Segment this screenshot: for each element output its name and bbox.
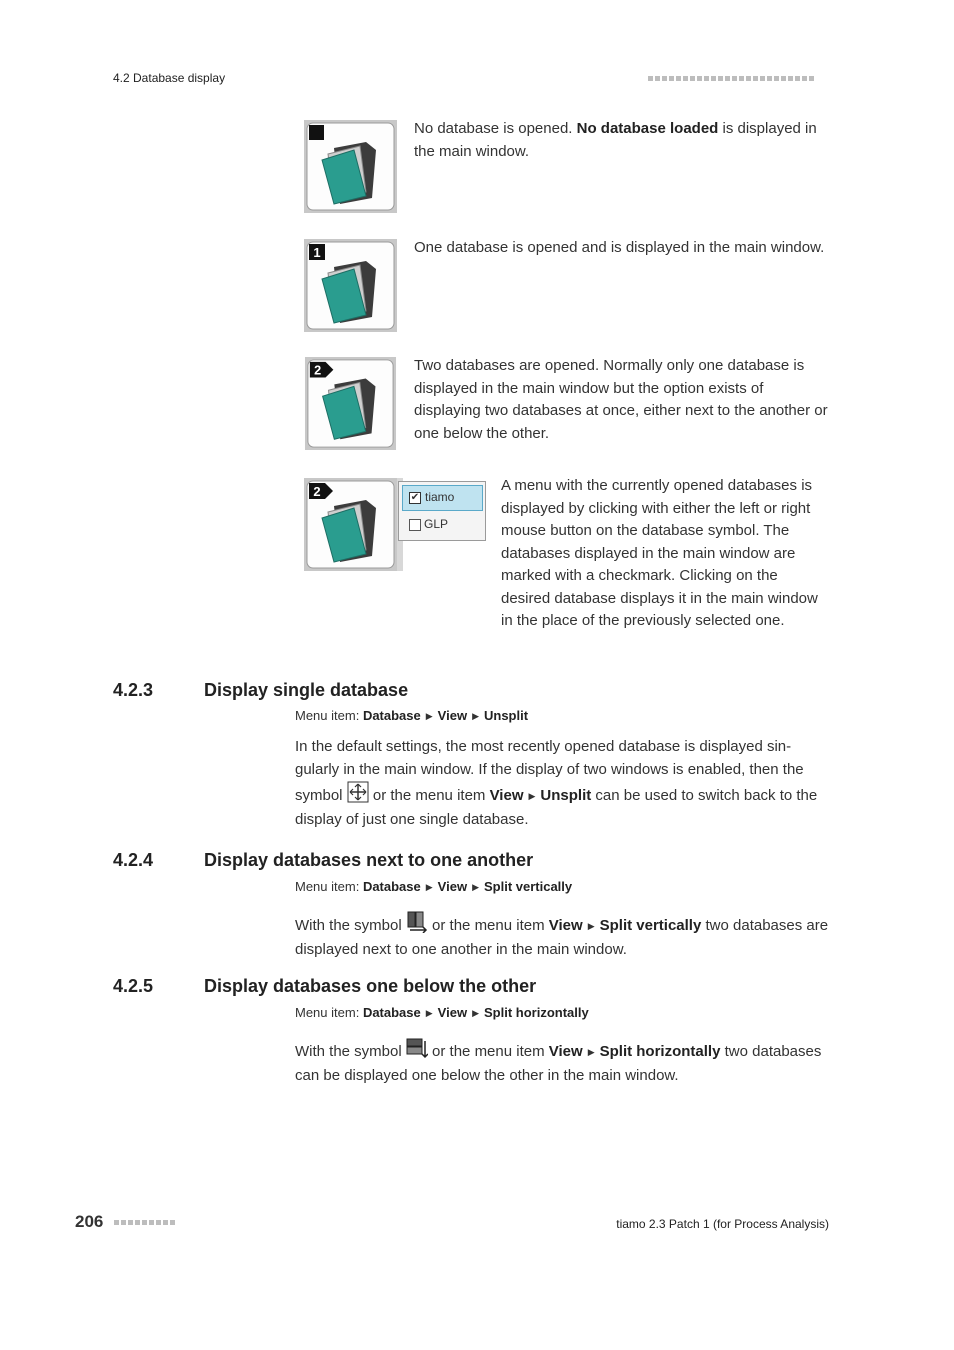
database-two-open-icon: [304, 357, 397, 450]
section-number: 4.2.5: [113, 976, 154, 996]
section-title: Display single database: [204, 680, 409, 700]
database-one-open-icon: [304, 239, 397, 332]
section-paragraph: With the symbol or the menu item View ▶ Split vertically two databases are displayed next to one another in the main window.: [295, 911, 830, 961]
page-number: 206: [75, 1212, 104, 1231]
section-number: 4.2.4: [113, 850, 154, 870]
svg-text:2: 2: [314, 362, 322, 378]
svg-text:1: 1: [313, 245, 321, 260]
running-header: 4.2 Database display: [113, 71, 226, 85]
section-paragraph: With the symbol or the menu item View ▶ Split horizontally two databases can be displayed one below the other in the main window.: [295, 1037, 830, 1087]
section-number: 4.2.3: [113, 680, 154, 700]
icon-description-one: One database is opened and is displayed in the main window.: [414, 239, 825, 256]
checkbox-checked-icon: ✔: [410, 492, 420, 503]
menu-path: Menu item: Database ▶ View ▶ Split horizontally: [295, 1005, 589, 1020]
menu-path: Menu item: Database ▶ View ▶ Unsplit: [295, 708, 529, 723]
icon-description-two: Two databases are opened. Normally only one database is displayed in the main window but the option exists of displaying two databases at once, either next to the another or one below the other.: [414, 357, 828, 442]
database-popup-menu: [398, 481, 486, 541]
checkbox-unchecked-icon: [409, 519, 421, 531]
split-horizontally-icon: [406, 1037, 428, 1059]
footer-decoration: [114, 1220, 175, 1225]
running-footer: tiamo 2.3 Patch 1 (for Process Analysis): [616, 1217, 829, 1231]
menu-item-glp[interactable]: GLP: [402, 513, 481, 537]
section-paragraph: In the default settings, the most recently opened database is displayed singularly in the main window. If the display of two windows is enabled, then the symbol or the menu item View ▶ Unsplit can be used to switch back to the display of just one single database.: [295, 738, 818, 828]
split-vertically-icon: [406, 911, 428, 933]
menu-item-tiamo[interactable]: ✔ tiamo: [402, 485, 483, 511]
header-decoration: [648, 76, 814, 81]
database-menu-icon[interactable]: [304, 478, 403, 571]
section-title: Display databases next to one another: [204, 850, 534, 870]
menu-path: Menu item: Database ▶ View ▶ Split vertically: [295, 879, 573, 894]
database-closed-icon: [304, 120, 397, 213]
icon-description-closed: No database is opened. No database loaded is displayed in the main window.: [414, 120, 817, 160]
icon-description-menu: A menu with the currently opened databases is displayed by clicking with either the left or right mouse button on the database symbol. The databases displayed in the main window are marked with a checkmark. Clicking on the desired database displays it in the main window in the place of the previously selected one.: [501, 477, 818, 629]
unsplit-icon: [347, 781, 369, 803]
section-title: Display databases one below the other: [204, 976, 537, 996]
svg-text:2: 2: [313, 484, 321, 499]
